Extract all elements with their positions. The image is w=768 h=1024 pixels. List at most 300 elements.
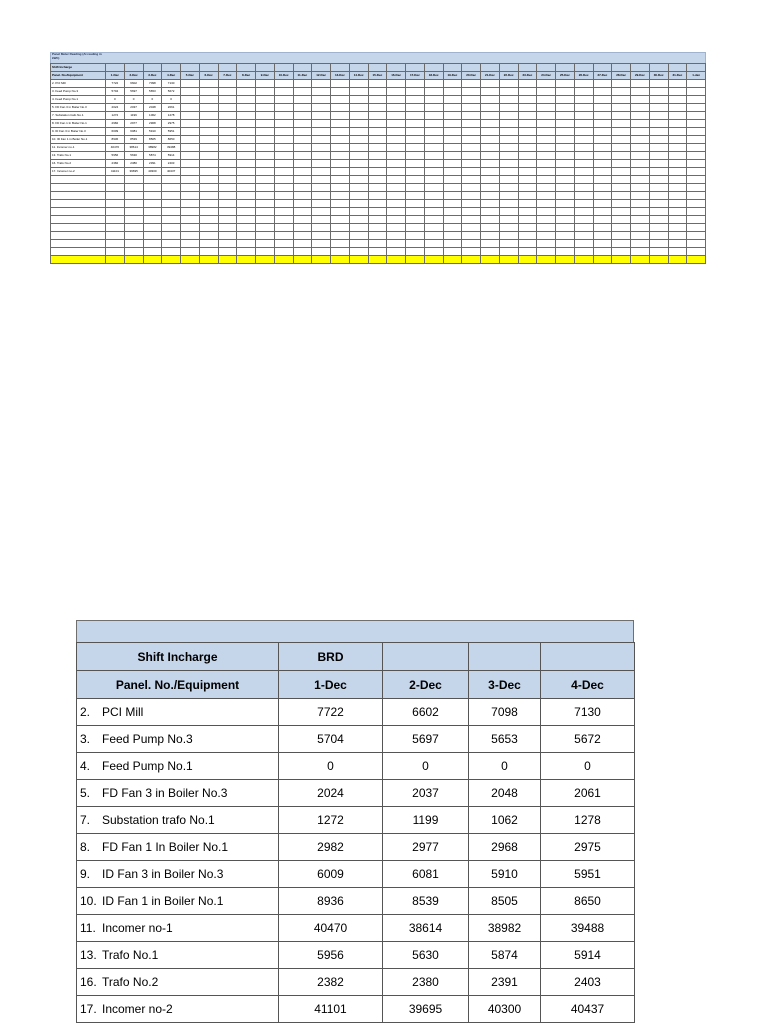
overview-cell <box>649 96 668 104</box>
row-number: 13. <box>80 948 97 962</box>
overview-cell <box>293 104 312 112</box>
overview-cell <box>481 192 500 200</box>
overview-cell <box>368 216 387 224</box>
overview-cell <box>349 168 368 176</box>
overview-cell <box>293 152 312 160</box>
reading-cell: 41101 <box>279 996 383 1023</box>
overview-cell <box>499 80 518 88</box>
overview-cell: 2024 <box>106 104 125 112</box>
overview-cell <box>518 168 537 176</box>
equipment-row <box>77 888 635 915</box>
overview-cell <box>593 208 612 216</box>
equipment-label <box>77 780 279 807</box>
overview-header-cell: 1-Jan <box>687 72 706 80</box>
overview-header-cell: 7-Dec <box>218 72 237 80</box>
overview-cell <box>687 192 706 200</box>
overview-cell <box>631 224 650 232</box>
equipment-name: Trafo No.1 <box>102 948 159 962</box>
overview-cell <box>462 232 481 240</box>
equipment-row <box>77 915 635 942</box>
overview-cell <box>406 232 425 240</box>
overview-cell <box>481 176 500 184</box>
row-number: 8. <box>80 840 91 854</box>
overview-cell: 5910 <box>143 128 162 136</box>
overview-cell <box>368 240 387 248</box>
overview-cell <box>349 200 368 208</box>
overview-cell <box>574 176 593 184</box>
overview-cell <box>349 232 368 240</box>
overview-cell <box>181 104 200 112</box>
overview-cell: 2048 <box>143 104 162 112</box>
overview-cell <box>556 184 575 192</box>
overview-cell <box>631 128 650 136</box>
overview-cell <box>293 160 312 168</box>
equipment-row <box>77 780 635 807</box>
overview-cell <box>199 168 218 176</box>
overview-row <box>51 112 706 120</box>
overview-cell <box>368 200 387 208</box>
overview-cell <box>106 184 125 192</box>
overview-cell <box>256 96 275 104</box>
overview-cell <box>631 160 650 168</box>
overview-cell <box>462 184 481 192</box>
overview-header-cell: 25-Dec <box>556 72 575 80</box>
overview-cell <box>387 168 406 176</box>
overview-cell <box>668 168 687 176</box>
overview-cell <box>424 120 443 128</box>
overview-cell <box>649 200 668 208</box>
overview-cell <box>668 104 687 112</box>
overview-cell <box>124 232 143 240</box>
overview-cell <box>668 88 687 96</box>
overview-cell <box>274 96 293 104</box>
overview-cell <box>256 120 275 128</box>
overview-cell <box>687 160 706 168</box>
overview-total-label <box>51 256 106 264</box>
overview-cell <box>199 128 218 136</box>
overview-row-label <box>51 184 106 192</box>
overview-cell <box>406 208 425 216</box>
overview-cell <box>481 160 500 168</box>
overview-cell <box>124 216 143 224</box>
overview-cell <box>518 160 537 168</box>
overview-cell: 7722 <box>106 80 125 88</box>
overview-cell <box>443 120 462 128</box>
reading-cell: 6602 <box>383 699 469 726</box>
overview-cell <box>649 104 668 112</box>
overview-cell <box>518 128 537 136</box>
overview-cell <box>199 248 218 256</box>
overview-cell <box>687 112 706 120</box>
overview-row <box>51 216 706 224</box>
overview-cell <box>218 144 237 152</box>
overview-cell <box>443 184 462 192</box>
row-number: 4. <box>80 759 91 773</box>
overview-cell <box>312 152 331 160</box>
overview-cell <box>612 88 631 96</box>
overview-cell: 40300 <box>143 168 162 176</box>
overview-cell <box>631 80 650 88</box>
overview-cell <box>181 128 200 136</box>
overview-row-label: 11. Incomer no-1 <box>51 144 106 152</box>
overview-cell <box>612 200 631 208</box>
overview-cell <box>387 224 406 232</box>
overview-cell <box>181 160 200 168</box>
overview-cell <box>274 176 293 184</box>
overview-cell <box>331 240 350 248</box>
overview-cell <box>162 192 181 200</box>
equipment-label <box>77 834 279 861</box>
overview-cell <box>593 224 612 232</box>
overview-cell <box>406 152 425 160</box>
overview-cell <box>237 128 256 136</box>
overview-cell: 5956 <box>106 152 125 160</box>
reading-cell: 5697 <box>383 726 469 753</box>
overview-cell <box>349 128 368 136</box>
date-header: 2-Dec <box>383 671 469 699</box>
reading-cell: 1272 <box>279 807 383 834</box>
overview-cell <box>218 224 237 232</box>
overview-cell <box>499 104 518 112</box>
overview-cell <box>406 96 425 104</box>
overview-cell <box>237 208 256 216</box>
overview-cell <box>556 160 575 168</box>
overview-cell <box>218 168 237 176</box>
overview-total-cell <box>124 256 143 264</box>
overview-cell <box>199 224 218 232</box>
overview-row <box>51 232 706 240</box>
overview-cell <box>256 216 275 224</box>
overview-cell <box>556 104 575 112</box>
overview-cell <box>612 248 631 256</box>
equipment-name: Incomer no-2 <box>102 1002 173 1016</box>
overview-cell <box>443 200 462 208</box>
overview-cell <box>649 184 668 192</box>
overview-cell <box>293 216 312 224</box>
overview-row <box>51 80 706 88</box>
overview-cell <box>499 184 518 192</box>
overview-cell <box>331 88 350 96</box>
overview-cell: 2968 <box>143 120 162 128</box>
overview-cell <box>462 112 481 120</box>
overview-cell <box>218 184 237 192</box>
panel-equipment-label: Panel. No./Equipment <box>77 671 279 699</box>
overview-header-row <box>51 72 706 80</box>
overview-cell <box>218 240 237 248</box>
overview-cell <box>518 184 537 192</box>
overview-cell <box>237 136 256 144</box>
overview-cell <box>556 80 575 88</box>
overview-cell <box>556 176 575 184</box>
overview-row <box>51 152 706 160</box>
overview-cell <box>143 224 162 232</box>
overview-cell <box>368 104 387 112</box>
overview-cell <box>424 104 443 112</box>
overview-cell <box>499 96 518 104</box>
overview-cell <box>199 152 218 160</box>
overview-cell <box>199 192 218 200</box>
overview-cell <box>124 176 143 184</box>
overview-cell <box>331 192 350 200</box>
overview-cell <box>649 224 668 232</box>
reading-cell: 8650 <box>541 888 635 915</box>
overview-total-row <box>51 256 706 264</box>
overview-cell <box>237 216 256 224</box>
overview-cell <box>406 176 425 184</box>
overview-cell <box>612 96 631 104</box>
overview-cell <box>574 168 593 176</box>
overview-cell <box>499 176 518 184</box>
overview-cell <box>181 136 200 144</box>
overview-cell <box>406 240 425 248</box>
overview-cell <box>481 232 500 240</box>
overview-row-label <box>51 176 106 184</box>
overview-cell <box>593 216 612 224</box>
reading-cell: 0 <box>469 753 541 780</box>
overview-cell <box>424 232 443 240</box>
overview-header-cell <box>499 64 518 72</box>
overview-cell <box>312 80 331 88</box>
overview-cell <box>349 240 368 248</box>
overview-cell <box>331 120 350 128</box>
overview-total-cell <box>687 256 706 264</box>
overview-cell <box>368 160 387 168</box>
overview-cell <box>106 176 125 184</box>
overview-cell <box>593 192 612 200</box>
overview-cell <box>349 152 368 160</box>
overview-cell <box>124 224 143 232</box>
overview-cell <box>462 144 481 152</box>
overview-cell <box>256 136 275 144</box>
overview-cell <box>274 88 293 96</box>
overview-cell <box>181 112 200 120</box>
row-number: 17. <box>80 1002 97 1016</box>
overview-cell: 5704 <box>106 88 125 96</box>
overview-cell <box>424 248 443 256</box>
overview-cell <box>181 216 200 224</box>
overview-cell <box>256 176 275 184</box>
overview-cell <box>199 136 218 144</box>
overview-header-cell: 24-Dec <box>537 72 556 80</box>
overview-cell <box>162 232 181 240</box>
overview-cell <box>481 96 500 104</box>
overview-cell <box>518 96 537 104</box>
reading-cell: 6009 <box>279 861 383 888</box>
overview-cell: 2982 <box>106 120 125 128</box>
reading-cell: 5653 <box>469 726 541 753</box>
overview-cell <box>274 184 293 192</box>
overview-cell <box>181 144 200 152</box>
overview-cell: 0 <box>124 96 143 104</box>
overview-cell <box>593 104 612 112</box>
overview-cell <box>649 152 668 160</box>
overview-cell <box>424 208 443 216</box>
overview-cell <box>668 248 687 256</box>
overview-cell <box>631 168 650 176</box>
overview-cell <box>631 120 650 128</box>
overview-cell <box>331 96 350 104</box>
overview-cell <box>143 192 162 200</box>
overview-row-label <box>51 232 106 240</box>
shift-cell <box>541 643 635 671</box>
overview-cell <box>349 208 368 216</box>
overview-cell <box>687 128 706 136</box>
overview-total-cell <box>518 256 537 264</box>
overview-cell <box>668 192 687 200</box>
reading-cell: 2037 <box>383 780 469 807</box>
overview-cell <box>312 184 331 192</box>
overview-cell <box>349 120 368 128</box>
overview-cell <box>443 168 462 176</box>
overview-cell <box>631 176 650 184</box>
overview-cell <box>274 160 293 168</box>
overview-total-cell <box>631 256 650 264</box>
overview-cell <box>143 216 162 224</box>
overview-cell <box>668 232 687 240</box>
overview-cell <box>218 208 237 216</box>
overview-cell <box>218 176 237 184</box>
overview-cell <box>218 136 237 144</box>
overview-cell <box>687 224 706 232</box>
reading-cell: 2048 <box>469 780 541 807</box>
overview-cell <box>612 224 631 232</box>
reading-cell: 2061 <box>541 780 635 807</box>
overview-row-label <box>51 216 106 224</box>
overview-cell <box>631 216 650 224</box>
overview-header-cell <box>406 64 425 72</box>
overview-cell <box>499 216 518 224</box>
overview-cell <box>331 168 350 176</box>
overview-header-cell <box>481 64 500 72</box>
overview-cell <box>649 136 668 144</box>
overview-cell <box>574 80 593 88</box>
overview-cell <box>256 184 275 192</box>
date-header: 1-Dec <box>279 671 383 699</box>
overview-cell <box>181 152 200 160</box>
overview-cell <box>424 128 443 136</box>
overview-cell <box>256 208 275 216</box>
reading-cell: 2968 <box>469 834 541 861</box>
overview-cell <box>424 112 443 120</box>
overview-cell <box>537 208 556 216</box>
overview-header-cell: 16-Dec <box>387 72 406 80</box>
overview-cell: 6009 <box>106 128 125 136</box>
overview-cell <box>312 88 331 96</box>
overview-header-cell: 20-Dec <box>462 72 481 80</box>
overview-total-cell <box>537 256 556 264</box>
overview-cell <box>518 200 537 208</box>
overview-cell <box>462 96 481 104</box>
overview-header-cell: 29-Dec <box>631 72 650 80</box>
reading-cell: 0 <box>383 753 469 780</box>
overview-cell <box>481 88 500 96</box>
overview-cell <box>237 168 256 176</box>
overview-cell <box>424 192 443 200</box>
overview-header-cell: 10-Dec <box>274 72 293 80</box>
shift-cell <box>469 643 541 671</box>
overview-header-cell <box>443 64 462 72</box>
overview-cell <box>518 104 537 112</box>
overview-cell <box>443 80 462 88</box>
overview-header-cell: 6-Dec <box>199 72 218 80</box>
overview-cell <box>274 240 293 248</box>
overview-title: Panel Meter Reading (At reading in kWh) <box>51 53 104 63</box>
overview-cell <box>312 224 331 232</box>
overview-cell <box>443 208 462 216</box>
overview-cell <box>499 232 518 240</box>
overview-cell <box>106 248 125 256</box>
overview-cell <box>556 112 575 120</box>
overview-total-cell <box>387 256 406 264</box>
overview-cell <box>293 88 312 96</box>
overview-header-cell: 1-Dec <box>106 72 125 80</box>
overview-cell <box>331 152 350 160</box>
overview-total-cell <box>143 256 162 264</box>
overview-cell <box>687 248 706 256</box>
overview-cell <box>218 160 237 168</box>
overview-cell <box>424 144 443 152</box>
overview-cell <box>293 184 312 192</box>
overview-header-label: Shift Incharge <box>51 64 106 72</box>
overview-header-cell: 12-Dec <box>312 72 331 80</box>
overview-cell <box>462 208 481 216</box>
overview-cell <box>443 88 462 96</box>
equipment-label <box>77 888 279 915</box>
overview-cell <box>237 88 256 96</box>
overview-cell <box>462 152 481 160</box>
overview-cell <box>387 240 406 248</box>
overview-cell <box>349 136 368 144</box>
overview-cell <box>462 80 481 88</box>
overview-cell <box>668 184 687 192</box>
overview-cell: 39695 <box>124 168 143 176</box>
overview-header-cell <box>218 64 237 72</box>
overview-cell <box>649 80 668 88</box>
overview-cell <box>293 128 312 136</box>
overview-header-cell <box>143 64 162 72</box>
overview-cell <box>668 96 687 104</box>
overview-cell <box>368 144 387 152</box>
overview-cell <box>556 128 575 136</box>
overview-cell <box>368 96 387 104</box>
overview-cell <box>499 192 518 200</box>
overview-cell <box>424 152 443 160</box>
overview-cell <box>256 144 275 152</box>
panel-header-row <box>77 671 635 699</box>
overview-cell <box>237 200 256 208</box>
overview-cell <box>443 112 462 120</box>
overview-cell <box>631 152 650 160</box>
overview-header-cell: 21-Dec <box>481 72 500 80</box>
overview-cell <box>312 240 331 248</box>
overview-cell <box>181 240 200 248</box>
overview-cell <box>518 248 537 256</box>
overview-cell <box>106 200 125 208</box>
overview-cell <box>518 232 537 240</box>
overview-cell <box>499 88 518 96</box>
overview-cell: 0 <box>106 96 125 104</box>
overview-cell <box>162 184 181 192</box>
overview-cell <box>406 184 425 192</box>
overview-cell <box>368 192 387 200</box>
overview-cell <box>668 144 687 152</box>
reading-cell: 5630 <box>383 942 469 969</box>
overview-cell <box>424 176 443 184</box>
overview-cell <box>406 80 425 88</box>
overview-cell <box>331 176 350 184</box>
overview-cell <box>218 232 237 240</box>
overview-cell <box>237 224 256 232</box>
